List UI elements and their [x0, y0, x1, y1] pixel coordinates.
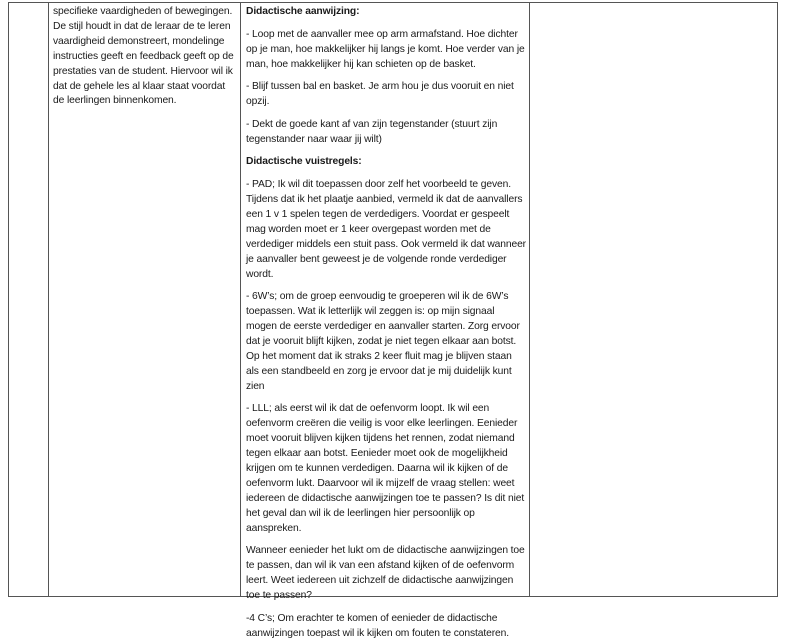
- paragraph: - Blijf tussen bal en basket. Je arm hou je dus vooruit en niet opzij.: [246, 81, 514, 108]
- table-cell-empty-right: [530, 3, 777, 596]
- paragraph: - LLL; als eerst wil ik dat de oefenvorm loopt. Ik wil een oefenvorm creëren die veilig is voor elke leerlingen. Eenieder moet vooruit blijven kijken tijdens het rennen, zodat niemand tegen elkaar aan botst. Eenieder moet ook de mogelijkheid krijgen om te kunnen verdedigen. Daarna wil ik kijken of de oefenvorm lukt. Daarvoor wil ik mijzelf de vraag stellen: weet iedereen de didactische aanwijzingen toe te passen? Is dit niet het geval dan wil ik de leerlingen hier persoonlijk op aanspreken.: [246, 403, 525, 534]
- paragraph: - Dekt de goede kant af van zijn tegenstander (stuurt zijn tegenstander naar waar jij wilt): [246, 118, 498, 145]
- paragraph: Wanneer eenieder het lukt om de didactische aanwijzingen toe te passen, dan wil ik van een afstand kijken of de oefenvorm leert. Weet iedereen uit zichzelf de didactische aanwijzingen toe te passen?: [246, 545, 525, 602]
- heading-didactische-aanwijzing: Didactische aanwijzing:: [246, 6, 360, 17]
- table-cell-didactics: [241, 3, 530, 639]
- paragraph: -4 C’s; Om erachter te komen of eenieder de didactische aanwijzingen toepast wil ik kijken om fouten te constateren.: [246, 612, 509, 639]
- table-cell-teaching-style: [49, 3, 241, 596]
- lesson-plan-table: [8, 2, 778, 639]
- paragraph: - PAD; Ik wil dit toepassen door zelf het voorbeeld te geven. Tijdens dat ik het plaatje aanbied, vermeld ik dat de aanvallers een 1 v 1 spelen tegen de verdedigers. Voordat er gespeelt mag worden moet er 1 keer overgepast worden met de verdediger middels een stuit pass. Ook vermeld ik dat wanneer je aanvaller bent geweest je de volgende ronde verdediger wordt.: [246, 179, 526, 280]
- table-cell-empty-left: [9, 3, 49, 596]
- paragraph: - 6W’s; om de groep eenvoudig te groeperen wil ik de 6W’s toepassen. Wat ik letterlijk wil zeggen is: op mijn signaal mogen de eerste verdediger en aanvaller starten. Zorg ervoor dat je vooruit blijft kijken, zodat je niet tegen elkaar aan botst. Op het moment dat ik straks 2 keer fluit mag je blijven staan als een standbeeld en zorg je ervoor dat je mij duidelijk kunt zien: [246, 291, 520, 392]
- heading-didactische-vuistregels: Didactische vuistregels:: [246, 156, 362, 168]
- paragraph: - Loop met de aanvaller mee op arm armafstand. Hoe dichter op je man, hoe makkelijker hij langs je komt. Hoe verder van je man, hoe makkelijker hij kan schieten op de basket.: [246, 28, 525, 70]
- teaching-style-text: specifieke vaardigheden of bewegingen. De stijl houdt in dat de leraar de te leren vaardigheid demonstreert, mondelinge instructies geeft en feedback geeft op de prestaties van de student. Hiervoor wil ik dat de gehele les al klaar staat voordat de leerlingen binnenkomen.: [53, 6, 234, 107]
